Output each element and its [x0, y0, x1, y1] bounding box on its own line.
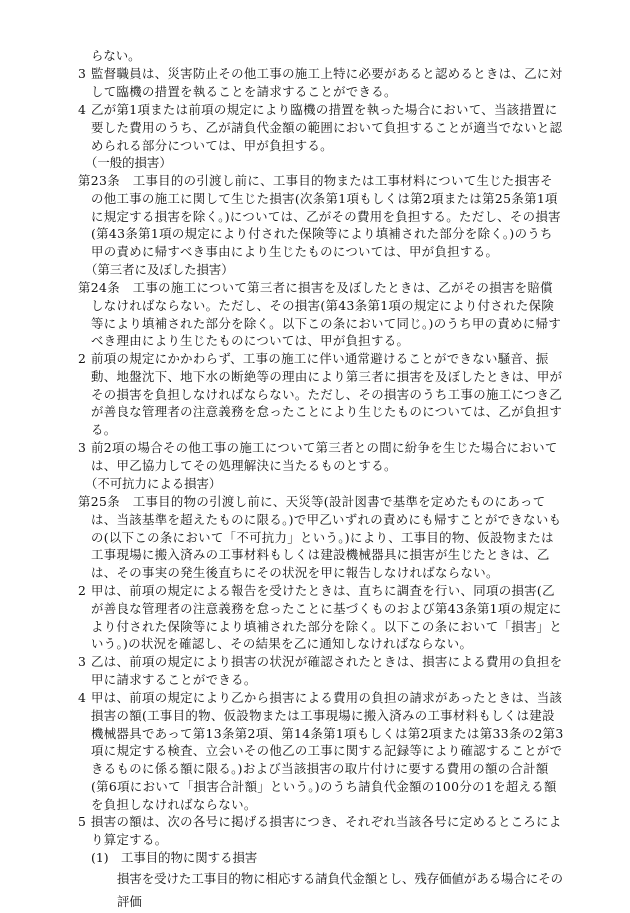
article-caption: （不可抗力による損害）: [85, 476, 222, 491]
paragraph-number: 2: [78, 583, 86, 598]
article-text: 第25条 工事目的物の引渡し前に、天災等(設計図書で基準を定めたものにあっては、当該基準を超えたものに限る。)で甲乙いずれの責めにも帰すことができないもの(以下この条において「不可抗力」という。)により、工事目的物、仮設物または工事現場に搬入済みの工事材料もしくは建設機械器具に損害が生じたときは、乙は、その事実の発生後直ちにその状況を甲に報告しなければならない。: [78, 494, 562, 580]
paragraph-number: 3: [78, 440, 86, 455]
item-text: 損害を受けた工事目的物に相応する請負代金額とし、残存価値がある場合にその評価: [117, 871, 564, 910]
paragraph-text: 損害の額は、次の各号に掲げる損害につき、それぞれ当該各号に定めるところにより算定する。: [91, 814, 562, 847]
article-24: [78, 279, 564, 350]
paragraph-25-4: [78, 689, 564, 813]
paragraph-number: 4: [78, 690, 86, 705]
paragraph-number: 3: [78, 66, 86, 81]
article-number: 第25条: [78, 494, 120, 509]
paragraph-25-2: [78, 582, 564, 653]
article-caption: （一般的損害）: [85, 155, 172, 170]
paragraph-text: 甲は、前項の規定による報告を受けたときは、直ちに調査を行い、同項の損害(乙が善良な管理者の注意義務を怠ったことに基づくものおよび第43条第1項の規定により付された保険等により填補された部分を除く。以下この条において「損害」という。)の状況を確認し、その結果を乙に通知しなければならない。: [91, 583, 563, 652]
paragraph-text: 乙が第1項または前項の規定により臨機の措置を執った場合において、当該措置に要した費用のうち、乙が請負代金額の範囲において負担することが適当でないと認められる部分については、甲が負担する。: [91, 102, 563, 153]
paragraph-3: [78, 65, 564, 101]
paragraph-text: 前項の規定にかかわらず、工事の施工に伴い通常避けることができない騒音、振動、地盤沈下、地下水の断絶等の理由により第三者に損害を及ぼしたときは、甲がその損害を負担しなければならない。ただし、その損害のうち工事の施工につき乙が善良な管理者の注意義務を怠ったことにより生じたものについては、乙が負担する。: [91, 351, 563, 437]
paragraph-number: 2: [78, 351, 86, 366]
paragraph-24-2: [78, 350, 564, 439]
article-text: 第24条 工事の施工について第三者に損害を及ぼしたときは、乙がその損害を賠償しなければならない。ただし、その損害(第43条第1項の規定により付された保険等により填補された部分を除く。以下この条において同じ。)のうち甲の責めに帰すべき理由により生じたものについては、甲が負担する。: [78, 280, 562, 349]
paragraph-4: [78, 101, 564, 154]
item-number: (1): [91, 850, 109, 865]
paragraph-25-3: [78, 653, 564, 689]
para-continuation: らない。: [91, 48, 141, 63]
article-caption: （第三者に及ぼした損害）: [85, 262, 234, 277]
paragraph-number: 4: [78, 102, 86, 117]
article-23: [78, 172, 564, 261]
paragraph-number: 5: [78, 814, 86, 829]
article-number: 第23条: [78, 173, 120, 188]
paragraph-text: 甲は、前項の規定により乙から損害による費用の負担の請求があったときは、当該損害の額(工事目的物、仮設物または工事現場に搬入済みの工事材料もしくは建設機械器具であって第13条第2項、第14条第1項もしくは第2項または第33条の2第3項に規定する検査、立会いその他乙の工事に関する記録等により確認することができるものに係る額に限る。)および当該損害の取片付けに要する費用の額の合計額(第6項において「損害合計額」という。)のうち請負代金額の100分の1を超える額を負担しなければならない。: [91, 690, 564, 812]
item-title: 工事目的物に関する損害: [120, 850, 258, 865]
article-text: 第23条 工事目的の引渡し前に、工事目的物または工事材料について生じた損害その他工事の施工に関して生じた損害(次条第1項もしくは第2項または第25条第1項に規定する損害を除く。)については、乙がその費用を負担する。ただし、その損害(第43条第1項の規定により付された保険等により填補された部分を除く。)のうち甲の責めに帰すべき事由により生じたものについては、甲が負担する。: [78, 173, 561, 259]
paragraph-text: 前2項の場合その他工事の施工について第三者との間に紛争を生じた場合においては、甲乙協力してその処理解決に当たるものとする。: [91, 440, 558, 473]
article-25: [78, 493, 564, 582]
paragraph-25-5: [78, 813, 564, 849]
paragraph-number: 3: [78, 654, 86, 669]
paragraph-text: 乙は、前項の規定により損害の状況が確認されたときは、損害による費用の負担を甲に請求することができる。: [91, 654, 563, 687]
paragraph-text: 監督職員は、災害防止その他工事の施工上特に必要があると認めるときは、乙に対して臨機の措置を執ることを請求することができる。: [91, 66, 563, 99]
item-heading: [91, 849, 257, 867]
paragraph-24-3: [78, 439, 564, 475]
article-number: 第24条: [78, 280, 120, 295]
